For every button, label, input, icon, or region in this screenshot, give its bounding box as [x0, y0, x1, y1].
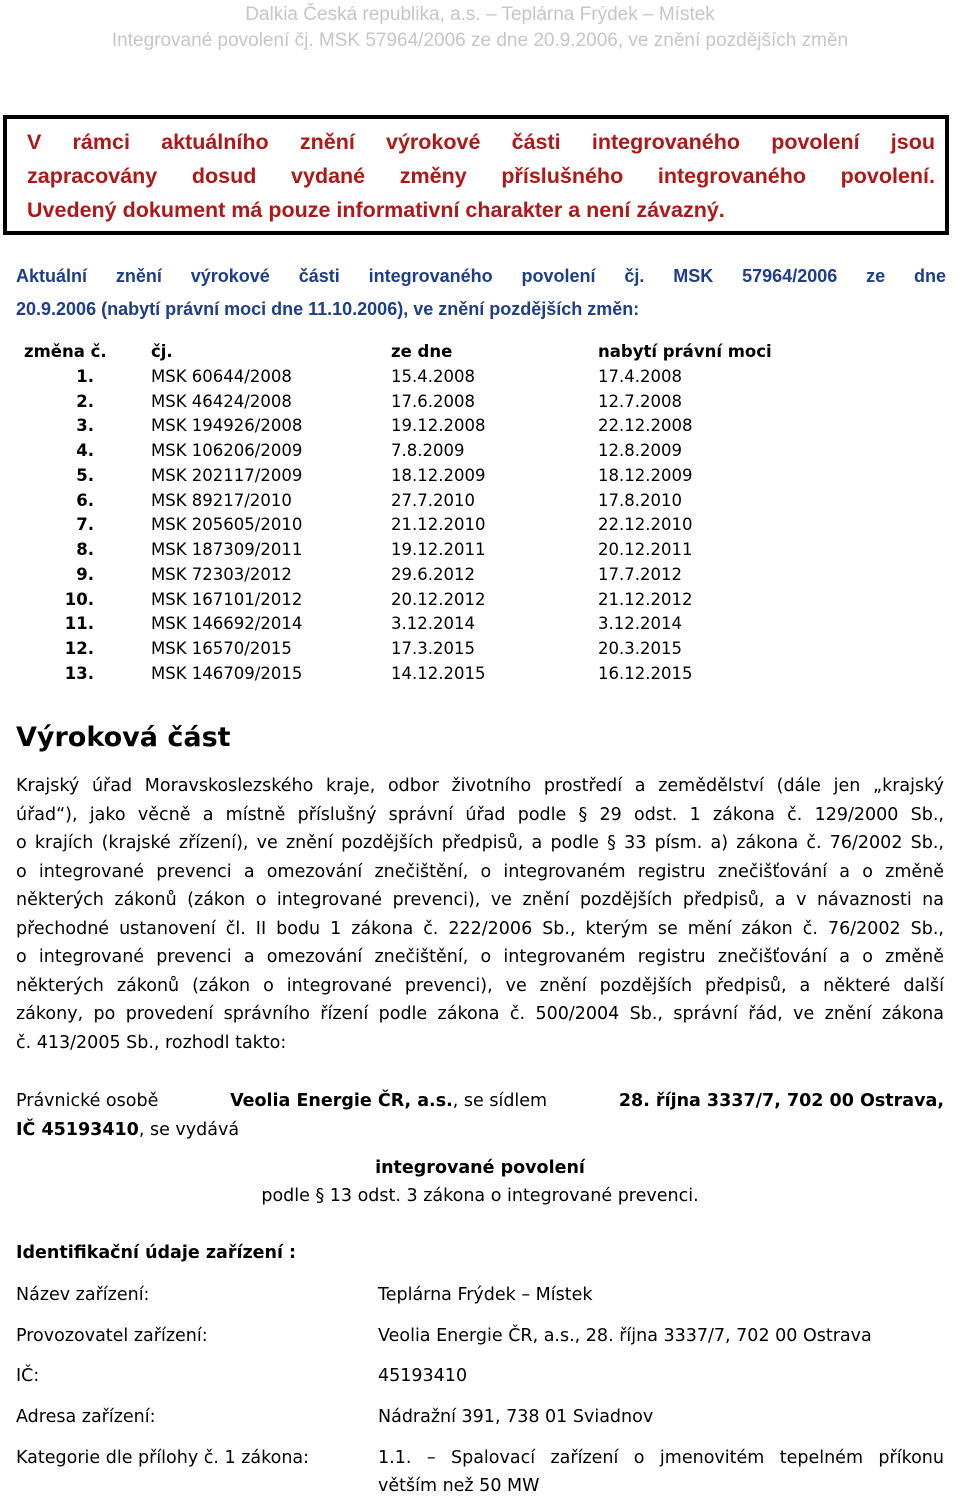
cell-ref: MSK 202117/2009 — [151, 466, 303, 485]
entity-paragraph — [16, 1087, 944, 1144]
entity-ic: IČ 45193410 — [16, 1119, 139, 1140]
cell-effective: 22.12.2008 — [598, 416, 693, 435]
cell-ref: MSK 60644/2008 — [151, 367, 292, 386]
cell-effective: 22.12.2010 — [598, 515, 693, 534]
notice-line-1: V rámci aktuálního znění výrokové části integrovaného povolení jsou — [27, 130, 935, 154]
id-value-category-line-2: větším než 50 MW — [378, 1476, 540, 1496]
cell-ref: MSK 106206/2009 — [151, 441, 303, 460]
id-value-category — [378, 1448, 944, 1468]
entity-address: 28. října 3337/7, 702 00 Ostrava, — [618, 1091, 944, 1111]
cell-effective: 12.8.2009 — [598, 441, 682, 460]
col-header-change-no: změna č. — [24, 342, 107, 361]
col-header-effective: nabytí právní moci — [598, 342, 772, 361]
current-version-line-2: 20.9.2006 (nabytí právní moci dne 11.10.2006), ve znění pozdějších změn: — [16, 299, 640, 319]
cell-date: 20.12.2012 — [391, 590, 486, 609]
page-header-company: Dalkia Česká republika, a.s. – Teplárna Frýdek – Místek — [245, 4, 715, 25]
cell-change-no: 2. — [76, 392, 94, 411]
id-label-name: Název zařízení: — [16, 1285, 150, 1305]
intro-line: úřad“), jako věcně a místně příslušný správní úřad podle § 29 odst. 1 zákona č. 129/2000 Sb., — [16, 804, 944, 825]
page-header-permit: Integrované povolení čj. MSK 57964/2006 ze dne 20.9.2006, ve znění pozdějších změn — [111, 30, 849, 51]
cell-date: 17.6.2008 — [391, 392, 475, 411]
cell-effective: 18.12.2009 — [598, 466, 693, 485]
id-value-name: Teplárna Frýdek – Místek — [378, 1285, 593, 1305]
entity-mid: , se sídlem — [452, 1091, 548, 1111]
cell-date: 18.12.2009 — [391, 466, 486, 485]
cell-ref: MSK 194926/2008 — [151, 416, 303, 435]
col-header-date: ze dne — [391, 342, 453, 361]
id-value-category-line-1: 1.1. – Spalovací zařízení o jmenovitém tepelném příkonu — [378, 1448, 944, 1468]
intro-line: přechodné ustanovení čl. II bodu 1 zákona č. 222/2006 Sb., kterým se mění zákon č. 76/2002 Sb., — [16, 918, 944, 939]
cell-ref: MSK 146692/2014 — [151, 614, 303, 633]
cell-effective: 3.12.2014 — [598, 614, 682, 633]
cell-change-no: 13. — [64, 664, 94, 683]
cell-ref: MSK 146709/2015 — [151, 664, 303, 683]
cell-change-no: 10. — [64, 590, 94, 609]
notice-line-2: zapracovány dosud vydané změny příslušného integrovaného povolení. — [27, 164, 935, 188]
cell-effective: 20.12.2011 — [598, 540, 693, 559]
cell-date: 19.12.2008 — [391, 416, 486, 435]
cell-ref: MSK 167101/2012 — [151, 590, 303, 609]
entity-line-1 — [16, 1087, 944, 1116]
informative-notice-box — [3, 115, 949, 235]
cell-change-no: 3. — [76, 416, 94, 435]
cell-effective: 21.12.2012 — [598, 590, 693, 609]
cell-change-no: 11. — [64, 614, 94, 633]
cell-change-no: 8. — [76, 540, 94, 559]
cell-change-no: 4. — [76, 441, 94, 460]
notice-line-3: Uvedený dokument má pouze informativní charakter a není závazný. — [27, 198, 725, 222]
cell-change-no: 6. — [76, 491, 94, 510]
cell-change-no: 5. — [76, 466, 94, 485]
cell-date: 3.12.2014 — [391, 614, 475, 633]
cell-date: 19.12.2011 — [391, 540, 486, 559]
cell-ref: MSK 187309/2011 — [151, 540, 303, 559]
col-header-ref: čj. — [151, 342, 173, 361]
cell-date: 7.8.2009 — [391, 441, 465, 460]
identification-heading: Identifikační údaje zařízení : — [16, 1243, 297, 1263]
cell-effective: 17.7.2012 — [598, 565, 682, 584]
cell-ref: MSK 89217/2010 — [151, 491, 292, 510]
cell-change-no: 12. — [64, 639, 94, 658]
intro-line: některých zákonů (zákon o integrované prevenci), ve znění pozdějších předpisů, a v návaznosti na — [16, 890, 944, 910]
entity-name: Veolia Energie ČR, a.s. — [230, 1091, 453, 1111]
cell-effective: 16.12.2015 — [598, 664, 693, 683]
cell-effective: 12.7.2008 — [598, 392, 682, 411]
id-value-address: Nádražní 391, 738 01 Sviadnov — [378, 1407, 654, 1427]
id-value-operator: Veolia Energie ČR, a.s., 28. října 3337/7, 702 00 Ostrava — [378, 1326, 872, 1346]
permit-basis: podle § 13 odst. 3 zákona o integrované prevenci. — [261, 1186, 699, 1206]
intro-line: o krajích (krajské zřízení), ve znění pozdějších předpisů, a podle § 33 písm. a) zákona č. 76/2002 Sb., — [16, 833, 944, 853]
current-version-statement — [16, 260, 946, 326]
intro-line: některých zákonů (zákon o integrované prevenci), ve znění pozdějších předpisů, a některé další — [16, 975, 944, 996]
cell-ref: MSK 16570/2015 — [151, 639, 292, 658]
current-version-line-1: Aktuální znění výrokové části integrovaného povolení čj. MSK 57964/2006 ze dne — [16, 266, 946, 286]
cell-effective: 17.8.2010 — [598, 491, 682, 510]
permit-title: integrované povolení — [375, 1158, 585, 1178]
intro-line: o integrované prevenci a omezování znečištění, o integrovaném registru znečišťování a o změně — [16, 861, 944, 882]
entity-suffix: , se vydává — [138, 1119, 240, 1140]
cell-change-no: 7. — [76, 515, 94, 534]
cell-effective: 20.3.2015 — [598, 639, 682, 658]
id-label-ic: IČ: — [16, 1366, 40, 1386]
intro-line: zákony, po provedení správního řízení podle zákona č. 500/2004 Sb., správní řád, ve znění zákona — [16, 1004, 944, 1024]
cell-date: 27.7.2010 — [391, 491, 475, 510]
intro-line: o integrované prevenci a omezování znečištění, o integrovaném registru znečišťování a o změně — [16, 947, 944, 967]
cell-ref: MSK 72303/2012 — [151, 565, 292, 584]
intro-line: Krajský úřad Moravskoslezského kraje, odbor životního prostředí a zemědělství (dále jen „krajský — [16, 776, 944, 796]
id-value-ic: 45193410 — [378, 1366, 468, 1386]
intro-paragraph — [16, 772, 944, 1057]
cell-effective: 17.4.2008 — [598, 367, 682, 386]
cell-change-no: 1. — [76, 367, 94, 386]
entity-prefix: Právnické osobě — [16, 1091, 159, 1111]
cell-date: 14.12.2015 — [391, 664, 486, 683]
cell-date: 21.12.2010 — [391, 515, 486, 534]
cell-ref: MSK 46424/2008 — [151, 392, 292, 411]
id-label-category: Kategorie dle přílohy č. 1 zákona: — [16, 1448, 310, 1468]
id-label-address: Adresa zařízení: — [16, 1407, 156, 1427]
entity-line-2 — [16, 1116, 944, 1145]
cell-date: 17.3.2015 — [391, 639, 475, 658]
cell-change-no: 9. — [76, 565, 94, 584]
cell-ref: MSK 205605/2010 — [151, 515, 303, 534]
section-title: Výroková část — [16, 722, 231, 753]
cell-date: 15.4.2008 — [391, 367, 475, 386]
id-label-operator: Provozovatel zařízení: — [16, 1326, 208, 1346]
intro-line: č. 413/2005 Sb., rozhodl takto: — [16, 1032, 287, 1053]
cell-date: 29.6.2012 — [391, 565, 475, 584]
